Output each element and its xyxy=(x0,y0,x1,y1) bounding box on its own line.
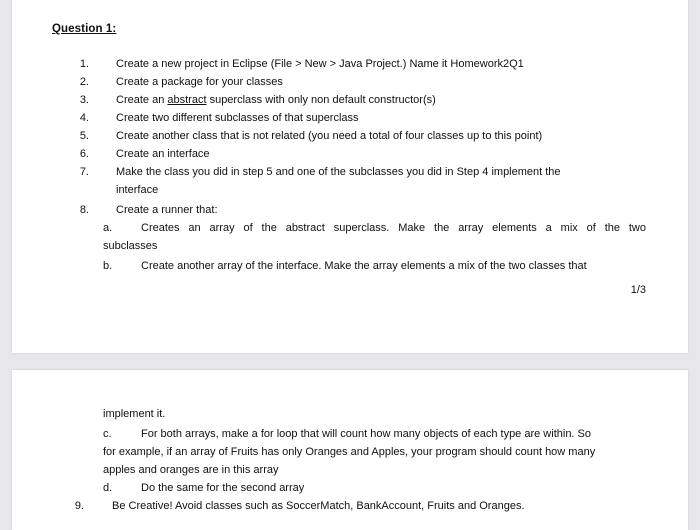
list-item-text: Create a new project in Eclipse (File > New > Java Project.) Name it Homework2Q1 xyxy=(116,58,524,70)
sub-item-label: d. xyxy=(103,482,113,494)
question-title: Question 1: xyxy=(52,23,117,35)
sub-item-text: implement it. xyxy=(103,408,166,420)
list-item-number: 2. xyxy=(79,76,89,88)
sub-item-text: apples and oranges are in this array xyxy=(103,464,279,476)
sub-item-text: Do the same for the second array xyxy=(141,482,305,494)
list-item-number: 1. xyxy=(79,58,89,70)
underlined-word: abstract xyxy=(167,94,207,106)
list-item-number: 9. xyxy=(74,500,84,512)
list-item-text: interface xyxy=(116,184,159,196)
sub-item-label: c. xyxy=(103,428,112,440)
list-item-text: Create two different subclasses of that superclass xyxy=(116,112,359,124)
sub-item-text: For both arrays, make a for loop that will count how many objects of each type are within. So xyxy=(141,428,592,440)
list-item-text: Create a package for your classes xyxy=(116,76,283,88)
list-item-number: 5. xyxy=(79,130,89,142)
list-item-text: Create an abstract superclass with only non default constructor(s) xyxy=(116,94,436,106)
list-item-text: Be Creative! Avoid classes such as SoccerMatch, BankAccount, Fruits and Oranges. xyxy=(112,500,525,512)
list-item-number: 3. xyxy=(79,94,89,106)
list-item-text: Create another class that is not related (you need a total of four classes up to this point) xyxy=(116,130,543,142)
list-item-text: Create a runner that: xyxy=(116,204,218,216)
list-item-number: 7. xyxy=(79,166,89,178)
sub-item-text: subclasses xyxy=(103,240,158,252)
sub-item-label: b. xyxy=(103,260,113,272)
sub-item-text: Creates an array of the abstract superclass. Make the array elements a mix of the two xyxy=(141,222,646,234)
sub-item-text: for example, if an array of Fruits has only Oranges and Apples, your program should count how many xyxy=(103,446,596,458)
list-item-number: 4. xyxy=(79,112,89,124)
list-item-text: Make the class you did in step 5 and one of the subclasses you did in Step 4 implement the xyxy=(116,166,561,178)
document-page-2 xyxy=(12,370,688,530)
sub-item-text: Create another array of the interface. Make the array elements a mix of the two classes that xyxy=(141,260,587,272)
page-indicator: 1/3 xyxy=(630,284,646,296)
list-item-text: Create an interface xyxy=(116,148,210,160)
list-item-number: 8. xyxy=(79,204,89,216)
list-item-number: 6. xyxy=(79,148,89,160)
document-page-1 xyxy=(12,0,688,353)
sub-item-label: a. xyxy=(103,222,113,234)
